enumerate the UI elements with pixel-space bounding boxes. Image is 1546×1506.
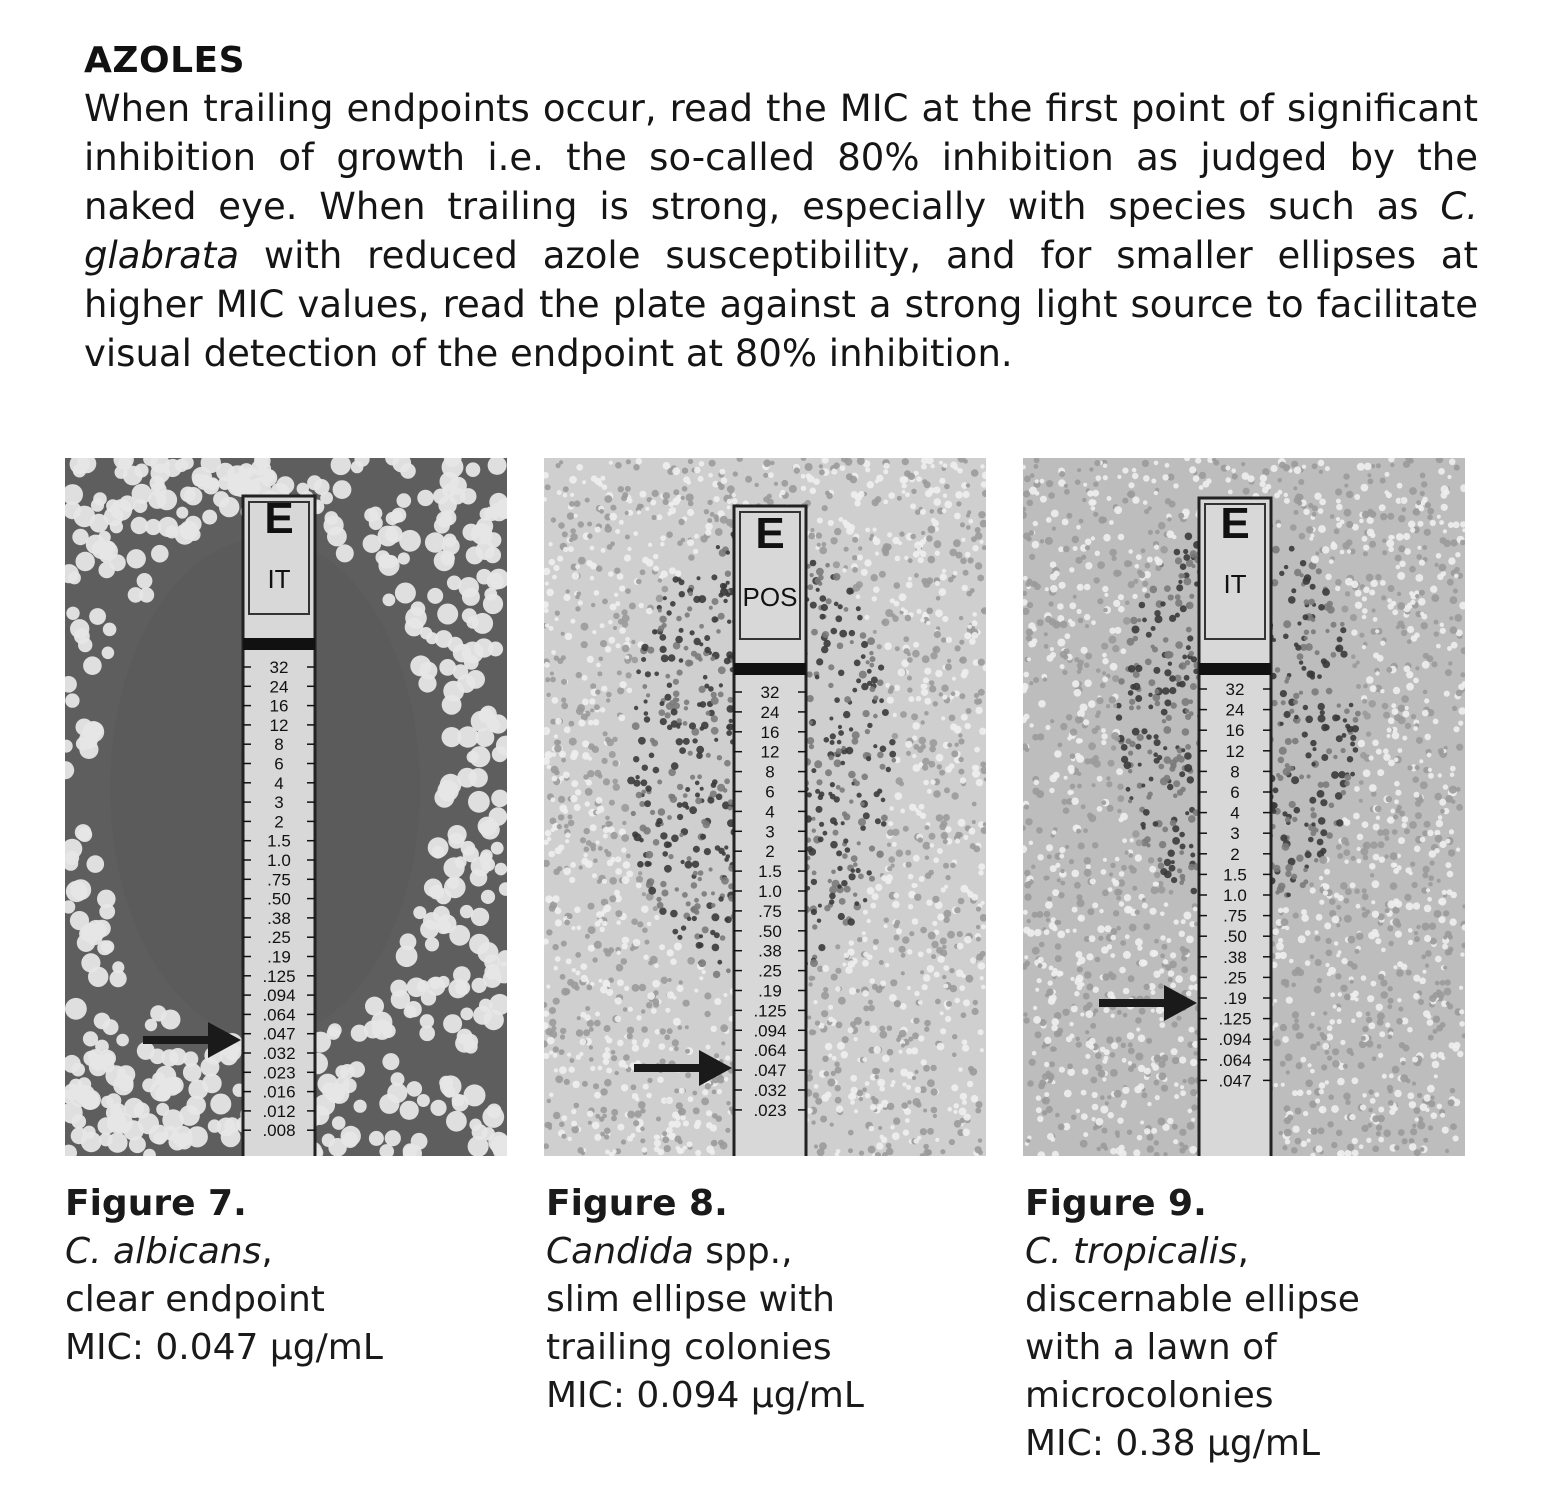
strip-scale-label: 1.5 [1223,865,1247,885]
species-line [546,1228,1006,1276]
description-line: clear endpoint [65,1279,325,1320]
strip-scale-label: 8 [274,735,284,755]
strip-scale-label: .25 [758,961,782,981]
strip-black-band [1199,663,1271,675]
description-line: microcolonies [1025,1375,1274,1416]
strip-logo: E [264,494,294,543]
strip-scale-label: 16 [269,696,289,716]
strip-scale-label: 2 [1230,844,1240,864]
strip-scale-label: .38 [758,941,782,961]
strip-scale-label: 1.5 [267,831,291,851]
strip-scale-label: .023 [262,1063,296,1083]
figure-8-caption [546,1180,1006,1420]
strip-scale-label: .047 [753,1061,787,1081]
strip-scale-label: .023 [753,1100,787,1120]
strip-scale-label: .047 [262,1024,296,1044]
strip-scale-label: .25 [1223,968,1247,988]
strip-scale-label: 1.0 [1223,886,1247,905]
strip-scale-label: 3 [274,793,284,813]
strip-scale-label: 4 [765,802,775,822]
strip-scale-label: 4 [274,773,284,793]
figure-7-photo [65,458,507,1156]
section-heading: AZOLES [84,40,246,81]
strip-scale-label: 12 [1225,741,1245,761]
mic-value: MIC: 0.38 µg/mL [1025,1423,1320,1464]
figure-9-photo [1023,458,1465,1156]
description-line: trailing colonies [546,1327,832,1368]
description-line: with a lawn of [1025,1327,1277,1368]
paragraph-line: significant inhibition of growth i.e. the so-called 80% inhibition as [84,87,1478,179]
etest-plate-image [1023,458,1465,1156]
strip-scale-label: 24 [760,702,780,722]
strip-scale-label: .75 [758,901,782,921]
paragraph-line: judged by the naked eye. When trailing is strong, especially with [84,136,1478,228]
strip-scale-label: .032 [753,1081,787,1100]
strip-drug-code: POS [742,582,798,612]
strip-black-band [734,663,806,675]
strip-scale-label: 16 [1225,721,1245,741]
species-italic: C. glabrata [84,185,1478,277]
strip-scale-label: .38 [267,908,291,928]
strip-drug-code: IT [1223,569,1247,599]
strip-scale-label: 24 [269,677,289,697]
strip-logo: E [755,509,785,558]
strip-scale-label: 32 [1225,680,1245,699]
strip-scale-label: 6 [765,782,775,802]
species-suffix: spp., [693,1231,793,1272]
strip-scale-label: .75 [267,870,291,890]
strip-scale-label: .064 [262,1005,296,1025]
strip-scale-label: 6 [274,754,284,774]
strip-scale-label: 3 [765,822,775,842]
strip-scale-label: 8 [1230,762,1240,782]
strip-scale-label: .094 [1218,1030,1252,1050]
description-line: discernable ellipse [1025,1279,1360,1320]
strip-scale-label: .38 [1223,947,1247,967]
strip-scale-label: .094 [262,986,296,1006]
strip-scale-label: 2 [765,842,775,862]
strip-scale-label: 16 [760,722,780,742]
strip-scale-label: 24 [1225,700,1245,720]
strip-scale-label: 1.5 [758,862,782,882]
strip-scale-label: .125 [1218,1009,1252,1029]
etest-plate-image [544,458,986,1156]
strip-scale-label: .012 [262,1101,296,1121]
strip-scale-label: .016 [262,1082,296,1102]
strip-scale-label: 8 [765,762,775,782]
figure-number: Figure 9. [1025,1183,1207,1224]
strip-logo: E [1220,499,1250,548]
strip-scale-label: 2 [274,812,284,832]
species-name: Candida [546,1231,694,1272]
strip-drug-code: IT [267,564,291,594]
strip-scale-label: .125 [262,966,296,986]
strip-scale-label: 1.0 [758,882,782,901]
paragraph-line: When trailing endpoints occur, read the MIC at the first point of [84,87,1274,130]
figure-9-caption [1025,1180,1485,1468]
strip-scale-label: 4 [1230,803,1240,823]
paragraph-line: light source to facilitate visual detection of the endpoint at 80% inhibition. [84,283,1478,375]
species-name: C. albicans [65,1231,262,1272]
strip-scale-label: .064 [753,1041,787,1061]
strip-scale-label: .19 [267,947,291,967]
strip-scale-label: 3 [1230,824,1240,844]
strip-scale-label: .50 [758,921,782,941]
paragraph-line: species such as [1108,185,1441,228]
figure-8-photo [544,458,986,1156]
strip-scale-label: .008 [262,1121,296,1141]
body-paragraph [84,84,1478,378]
strip-scale-label: .032 [262,1044,296,1063]
strip-scale-label: .50 [267,889,291,909]
paragraph-line: for smaller ellipses at higher MIC values, read the plate against a strong [84,234,1478,326]
strip-scale-label: 6 [1230,783,1240,802]
figure-7-caption [65,1180,525,1372]
figure-number: Figure 7. [65,1183,247,1224]
mic-value: MIC: 0.047 µg/mL [65,1327,383,1368]
species-line [1025,1228,1485,1276]
strip-scale-label: 12 [760,742,780,762]
species-suffix: , [261,1231,273,1272]
strip-scale-label: .25 [267,928,291,948]
strip-scale-label: .19 [1223,989,1247,1008]
species-line [65,1228,525,1276]
strip-scale-label: .047 [1218,1071,1252,1091]
description-line: slim ellipse with [546,1279,836,1320]
strip-scale-label: .125 [753,1001,787,1021]
mic-value: MIC: 0.094 µg/mL [546,1375,864,1416]
paragraph-line: with reduced azole susceptibility, and [239,234,1016,277]
strip-scale-label: 32 [269,658,289,677]
strip-scale-label: 32 [760,683,780,702]
strip-scale-label: .064 [1218,1050,1252,1070]
strip-black-band [243,638,315,650]
strip-scale-label: .094 [753,1021,787,1041]
species-name: C. tropicalis [1025,1231,1238,1272]
figure-number: Figure 8. [546,1183,728,1224]
strip-scale-label: .75 [1223,906,1247,926]
species-suffix: , [1237,1231,1249,1272]
strip-scale-label: 1.0 [267,851,291,870]
strip-scale-label: 12 [269,715,289,735]
strip-scale-label: .19 [758,981,782,1001]
strip-scale-label: .50 [1223,927,1247,947]
etest-plate-image [65,458,507,1156]
